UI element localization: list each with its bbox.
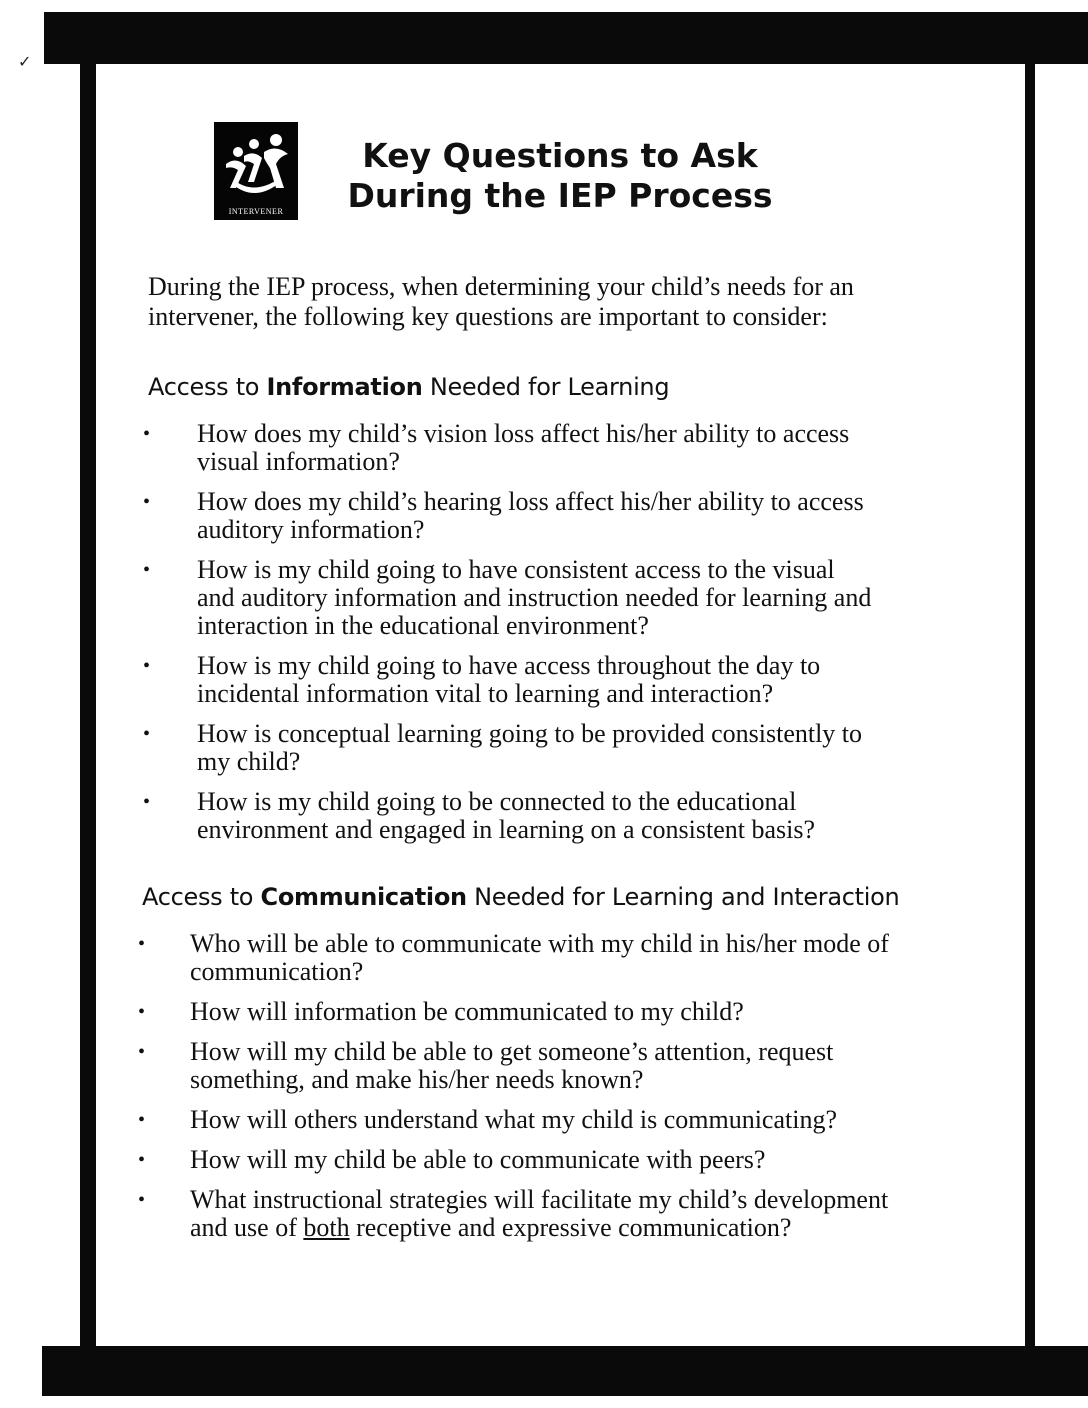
item-line: How is my child going to have consistent access to the visual	[197, 555, 835, 584]
title-line-2: During the IEP Process	[347, 176, 773, 215]
heading-prefix: Access to	[148, 373, 267, 401]
item-line: something, and make his/her needs known?	[190, 1065, 644, 1094]
bullet: •	[138, 1149, 146, 1171]
item-line: How will others understand what my child is communicating?	[190, 1105, 837, 1134]
bullet: •	[143, 791, 151, 813]
title-line-1: Key Questions to Ask	[362, 136, 758, 175]
page-title	[320, 136, 800, 216]
communication-questions-list	[138, 930, 978, 1254]
underlined-word: both	[303, 1213, 350, 1242]
item-line: How is my child going to have access throughout the day to	[197, 651, 821, 680]
heading-prefix: Access to	[142, 883, 261, 911]
left-frame-bar	[80, 60, 96, 1350]
list-item	[138, 1038, 978, 1094]
item-line: and auditory information and instruction needed for learning and	[197, 583, 872, 612]
item-line: Who will be able to communicate with my child in his/her mode of	[190, 929, 889, 958]
item-line: incidental information vital to learning and interaction?	[197, 679, 774, 708]
bullet: •	[143, 423, 151, 445]
item-line: How is my child going to be connected to the educational	[197, 787, 797, 816]
logo-caption: INTERVENER	[228, 207, 284, 216]
list-item	[143, 720, 963, 776]
section-heading-information	[148, 372, 669, 402]
item-line: What instructional strategies will facilitate my child’s development	[190, 1185, 889, 1214]
top-frame-bar	[44, 12, 1088, 64]
list-item	[138, 998, 978, 1026]
item-line	[190, 1214, 978, 1242]
item-line: my child?	[197, 747, 301, 776]
item-line: How will information be communicated to my child?	[190, 997, 744, 1026]
intro-paragraph	[148, 272, 998, 332]
information-questions-list	[143, 420, 963, 856]
heading-suffix: Needed for Learning and Interaction	[466, 883, 900, 911]
bullet: •	[143, 491, 151, 513]
item-line: How will my child be able to communicate with peers?	[190, 1145, 766, 1174]
list-item	[138, 1106, 978, 1134]
item-text: and use of	[190, 1213, 304, 1242]
bullet: •	[138, 1109, 146, 1131]
heading-suffix: Needed for Learning	[422, 373, 670, 401]
item-line: How does my child’s hearing loss affect his/her ability to access	[197, 487, 864, 516]
item-line: How will my child be able to get someone’s attention, request	[190, 1037, 834, 1066]
right-frame-bar	[1025, 60, 1035, 1350]
list-item	[143, 652, 963, 708]
item-line: How is conceptual learning going to be provided consistently to	[197, 719, 863, 748]
list-item	[138, 1146, 978, 1174]
item-line: communication?	[190, 957, 364, 986]
check-mark-icon: ✓	[18, 52, 32, 71]
bullet: •	[143, 655, 151, 677]
list-item	[143, 488, 963, 544]
list-item	[138, 1186, 978, 1242]
bullet: •	[138, 1189, 146, 1211]
section-heading-communication	[142, 882, 899, 912]
item-line: interaction in the educational environment?	[197, 611, 649, 640]
people-logo-icon	[214, 122, 298, 202]
heading-bold-word: Communication	[260, 883, 467, 911]
bullet: •	[138, 933, 146, 955]
intro-line-1: During the IEP process, when determining your child’s needs for an	[148, 272, 854, 301]
bullet: •	[143, 559, 151, 581]
bullet: •	[138, 1001, 146, 1023]
item-line: auditory information?	[197, 515, 425, 544]
item-text: receptive and expressive communication?	[349, 1213, 792, 1242]
list-item	[143, 556, 963, 640]
intro-line-2: intervener, the following key questions are important to consider:	[148, 302, 828, 331]
item-line: environment and engaged in learning on a consistent basis?	[197, 815, 816, 844]
item-line: How does my child’s vision loss affect his/her ability to access	[197, 419, 850, 448]
list-item	[138, 930, 978, 986]
list-item	[143, 420, 963, 476]
intervener-logo	[214, 122, 298, 220]
item-line: visual information?	[197, 447, 400, 476]
bottom-frame-bar	[42, 1346, 1088, 1396]
bullet: •	[138, 1041, 146, 1063]
heading-bold-word: Information	[266, 373, 423, 401]
bullet: •	[143, 723, 151, 745]
list-item	[143, 788, 963, 844]
